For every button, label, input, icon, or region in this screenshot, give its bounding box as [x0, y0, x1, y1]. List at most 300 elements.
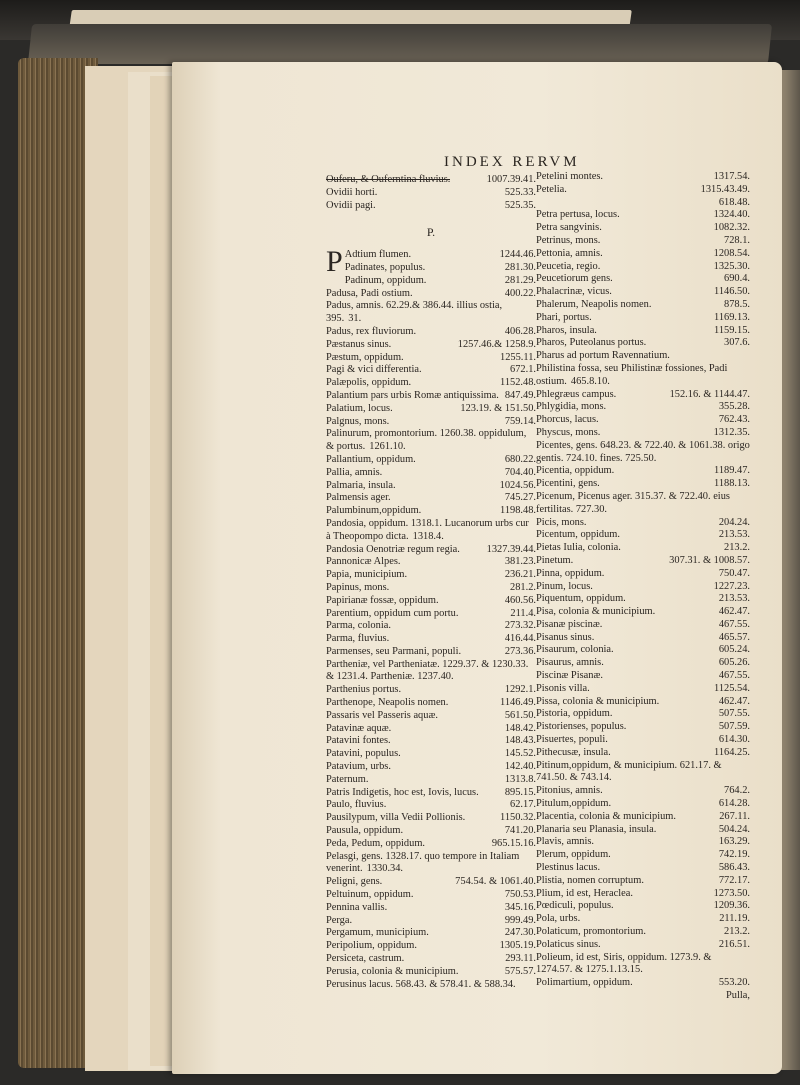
entry-term: Pharos, insula.	[536, 324, 597, 336]
entry-term: Pisanus sinus.	[536, 631, 595, 643]
index-entry	[536, 542, 750, 555]
entry-term: Perga.	[326, 914, 353, 926]
entry-term: Pharos, Puteolanus portus.	[536, 337, 647, 349]
entry-term: Peda, Pedum, oppidum.	[326, 837, 425, 849]
entry-term: Peucetiorum gens.	[536, 273, 613, 285]
index-entry	[536, 926, 750, 939]
index-entry	[326, 492, 536, 505]
entry-term: Palantium pars urbis Romæ antiquissima.	[326, 389, 499, 401]
index-entry	[536, 811, 750, 824]
index-entry	[326, 390, 536, 403]
index-entry	[326, 697, 536, 710]
entry-term: Pagi & vici differentia.	[326, 364, 422, 376]
index-entry	[326, 710, 536, 723]
entry-reference: 211.19.	[719, 913, 750, 925]
entry-reference: 618.48.	[718, 196, 750, 208]
entry-term: Parmenses, seu Parmani, populi.	[326, 645, 462, 657]
entry-reference: 895.15.	[504, 786, 536, 798]
entry-reference: 764.2.	[724, 785, 750, 797]
entry-term: Pæstanus sinus.	[326, 338, 392, 350]
entry-reference: 605.24.	[718, 644, 750, 656]
entry-reference: 1325.30.	[713, 260, 750, 272]
index-entry	[536, 171, 750, 184]
entry-reference: 1198.48.	[500, 505, 536, 517]
entry-term: Pergamum, municipium.	[326, 927, 429, 939]
index-entry	[536, 708, 750, 721]
index-entry	[326, 480, 536, 493]
entry-reference: 847.49.	[504, 389, 536, 401]
entry-term: Petra pertusa, locus.	[536, 209, 620, 221]
entry-reference: 1273.50.	[713, 887, 750, 899]
index-entry	[536, 785, 750, 798]
entry-reference: 1327.39.44.	[486, 543, 536, 555]
entry-term: Palatium, locus.	[326, 402, 393, 414]
entry-reference: 507.55.	[718, 708, 750, 720]
index-entry	[536, 593, 750, 606]
index-entry	[536, 440, 750, 466]
entry-reference: 1315.43.49.	[700, 183, 750, 195]
index-entry	[326, 403, 536, 416]
index-entry	[536, 734, 750, 747]
index-entry	[536, 286, 750, 299]
entry-reference: 145.52.	[504, 748, 536, 760]
entry-reference: 163.29.	[718, 836, 750, 848]
index-entry	[345, 249, 536, 262]
index-entry	[536, 888, 750, 901]
entry-reference	[612, 772, 616, 783]
entry-term: Patavini fontes.	[326, 735, 391, 747]
index-entry	[326, 748, 536, 761]
entry-term: Placentia, colonia & municipium.	[536, 810, 676, 822]
index-entry	[536, 389, 750, 402]
entry-reference: 741.20.	[504, 825, 536, 837]
entry-term: Peripolium, oppidum.	[326, 940, 417, 952]
entry-term: Pisanæ piscinæ.	[536, 618, 603, 630]
index-entry	[536, 517, 750, 530]
entry-reference: 680.22.	[504, 453, 536, 465]
index-entry	[326, 416, 536, 429]
entry-reference: 1164.25.	[714, 746, 750, 758]
entry-reference: 1324.40.	[713, 209, 750, 221]
entry-term: Papia, municipium.	[326, 569, 408, 581]
entry-reference: 31.	[348, 313, 362, 325]
entry-term: Perusinus lacus. 568.43. & 578.41. & 588.34.	[326, 978, 516, 990]
entry-reference: 878.5.	[724, 298, 750, 310]
entry-term: Pola, urbs.	[536, 913, 581, 925]
index-entry	[536, 875, 750, 888]
index-entry	[326, 735, 536, 748]
page-header: INDEX RERVM	[444, 154, 580, 170]
entry-reference: 236.21.	[504, 569, 536, 581]
entry-term: Picentini, gens.	[536, 478, 600, 490]
entry-reference: 467.55.	[718, 670, 750, 682]
index-entry	[326, 659, 536, 685]
entry-reference: 750.53.	[504, 889, 536, 901]
index-entry	[326, 646, 536, 659]
entry-term: Philistina fossa, seu Philistinæ fossiones, Padi ostium.	[536, 362, 728, 387]
index-entry	[536, 363, 750, 389]
entry-term: Ovidii pagi.	[326, 199, 376, 211]
entry-term: Palgnus, mons.	[326, 415, 390, 427]
index-entry	[536, 235, 750, 248]
entry-term: Pinna, oppidum.	[536, 567, 605, 579]
index-entry	[536, 606, 750, 619]
entry-term: Petelini montes.	[536, 171, 603, 182]
entry-reference: 213.2.	[724, 542, 750, 554]
index-entry	[326, 812, 536, 825]
entry-term: Pisaurum, colonia.	[536, 644, 614, 656]
entry-reference: 1208.54.	[713, 247, 750, 259]
index-entry	[326, 876, 536, 889]
right-column	[536, 171, 750, 1003]
index-entry	[536, 644, 750, 657]
entry-reference: 1024.56.	[499, 479, 536, 491]
entry-reference: 605.26.	[718, 657, 750, 669]
entry-term: Palmensis ager.	[326, 492, 391, 504]
index-entry	[326, 339, 536, 352]
index-entry	[536, 952, 750, 978]
entry-term: Picentes, gens. 648.23. & 722.40. & 1061.38. origo gentis. 724.10. fines. 725.50.	[536, 439, 750, 464]
entry-reference: 728.1.	[724, 234, 750, 246]
index-entry	[536, 862, 750, 875]
entry-term: Phlygidia, mons.	[536, 401, 607, 413]
index-entry	[536, 913, 750, 926]
entry-term: Petra sangvinis.	[536, 222, 602, 234]
index-entry	[326, 352, 536, 365]
index-entry	[326, 684, 536, 697]
index-entry	[326, 966, 536, 979]
entry-term: Phorcus, lacus.	[536, 414, 599, 426]
entry-term: Pausula, oppidum.	[326, 825, 404, 837]
entry-term: Padinum, oppidum.	[344, 274, 427, 286]
entry-reference: 1189.47.	[714, 465, 750, 477]
entry-reference: 142.40.	[504, 761, 536, 773]
index-entry	[326, 761, 536, 774]
index-entry	[536, 414, 750, 427]
left-column	[326, 174, 536, 991]
entry-term: Plestinus lacus.	[536, 862, 601, 874]
entry-reference: 355.28.	[718, 401, 750, 413]
index-entry	[326, 915, 536, 928]
entry-term: Padus, amnis. 62.29.& 386.44. illius ostia, 395.	[326, 300, 503, 325]
entry-reference: 213.53.	[718, 529, 750, 541]
entry-term: Picenum, Picenus ager. 315.37. & 722.40. eius fertilitas. 727.30.	[536, 490, 730, 515]
entry-term: Pistoria, oppidum.	[536, 708, 613, 720]
index-entry	[326, 556, 536, 569]
entry-reference: 1312.35.	[713, 426, 750, 438]
entry-term: Padusa, Padi ostium.	[326, 287, 413, 299]
entry-term: Petelia.	[536, 183, 567, 195]
index-entry	[536, 427, 750, 440]
entry-reference: 750.47.	[718, 567, 750, 579]
index-entry	[536, 568, 750, 581]
index-entry	[326, 505, 536, 518]
entry-term: Passaris vel Passeris aquæ.	[326, 709, 438, 721]
entry-reference: 762.43.	[718, 414, 750, 426]
entry-reference: 307.31. & 1008.57.	[669, 554, 750, 566]
entry-reference: 525.35.	[504, 199, 536, 211]
index-entry	[536, 824, 750, 837]
entry-term: Partheniæ, vel Partheniatæ. 1229.37. & 1230.33. & 1231.4. Partheniæ. 1237.40.	[326, 658, 529, 683]
entry-term: Patris Indigetis, hoc est, Iovis, lucus.	[326, 786, 479, 798]
entry-reference: 216.51.	[718, 938, 750, 950]
entry-term: Pinetum.	[536, 554, 574, 566]
index-entry	[536, 491, 750, 517]
entry-term: Physcus, mons.	[536, 426, 601, 438]
entry-term: Pandosia, oppidum. 1318.1. Lucanorum urbs cur à Theopompo dicta.	[326, 517, 529, 542]
entry-reference: 406.28.	[504, 325, 536, 337]
book-binding	[28, 24, 772, 64]
entry-reference: 1159.15.	[714, 324, 750, 336]
index-entry	[536, 696, 750, 709]
entry-term: Pæstum, oppidum.	[326, 351, 404, 363]
entry-term: Persiceta, castrum.	[326, 953, 405, 965]
entry-reference: 148.42.	[504, 722, 536, 734]
index-entry	[326, 953, 536, 966]
entry-reference: 504.24.	[718, 823, 750, 835]
entry-term: Polimartium, oppidum.	[536, 977, 633, 989]
entry-reference: 281.30.	[504, 261, 536, 273]
entry-reference: Pulla,	[726, 990, 750, 1001]
entry-term: Phalerum, Neapolis nomen.	[536, 298, 652, 310]
entry-reference: 1150.32.	[500, 812, 536, 824]
entry-reference: 345.16.	[504, 901, 536, 913]
index-entry	[326, 200, 536, 213]
index-entry	[536, 350, 750, 363]
entry-term: Ovidii horti.	[326, 186, 378, 198]
index-entry	[536, 670, 750, 683]
index-entry	[536, 849, 750, 862]
entry-reference: 281.29.	[504, 274, 536, 286]
index-entry	[536, 184, 750, 197]
entry-term: Paulo, fluvius.	[326, 799, 387, 811]
entry-term: Plerum, oppidum.	[536, 849, 611, 861]
entry-term: Petrinus, mons.	[536, 234, 601, 246]
entry-reference: 614.30.	[718, 734, 750, 746]
entry-reference: 148.43.	[504, 735, 536, 747]
entry-term: Pharus ad portum Ravennatium.	[536, 350, 670, 362]
index-entry	[326, 518, 536, 544]
entry-reference: 460.56.	[504, 594, 536, 606]
drop-cap: P	[326, 245, 343, 279]
entry-reference: 754.54. & 1061.40.	[455, 876, 536, 888]
entry-term: Pannonicæ Alpes.	[326, 556, 401, 568]
index-entry	[536, 760, 750, 786]
index-entry	[326, 608, 536, 621]
index-entry	[326, 454, 536, 467]
index-entry	[536, 632, 750, 645]
entry-term: Plistia, nomen corruptum.	[536, 874, 644, 886]
entry-reference: 507.59.	[718, 721, 750, 733]
entry-term: Adtium flumen.	[344, 249, 412, 261]
entry-term: Parthenius portus.	[326, 684, 402, 696]
entry-term: Pietas Iulia, colonia.	[536, 542, 621, 554]
index-entry	[536, 465, 750, 478]
entry-term: Pisonis villa.	[536, 682, 590, 694]
index-entry	[536, 798, 750, 811]
index-entry	[536, 990, 750, 1003]
index-entry	[326, 940, 536, 953]
entry-term: Perusia, colonia & municipium.	[326, 965, 459, 977]
index-entry	[326, 187, 536, 200]
entry-term: Patavini, populus.	[326, 748, 401, 760]
index-entry	[326, 979, 536, 992]
index-entry	[326, 377, 536, 390]
index-entry	[536, 222, 750, 235]
index-entry	[326, 467, 536, 480]
entry-term: Pennina vallis.	[326, 901, 388, 913]
index-entry	[536, 581, 750, 594]
index-entry	[536, 555, 750, 568]
entry-term: Parthenope, Neapolis nomen.	[326, 697, 449, 709]
entry-reference	[656, 453, 660, 464]
entry-reference: 462.47.	[718, 695, 750, 707]
entry-reference: 1146.50.	[714, 286, 750, 298]
entry-reference: 1209.36.	[713, 900, 750, 912]
entry-reference: 1227.23.	[713, 580, 750, 592]
entry-term: Parma, fluvius.	[326, 633, 390, 645]
entry-reference: 400.22.	[504, 287, 536, 299]
entry-term: Ouferu, & Ouferntina fluvius.	[326, 174, 451, 185]
entry-reference: 1313.8.	[504, 773, 536, 785]
entry-term: Pitulum,oppidum.	[536, 798, 612, 810]
index-entry	[536, 299, 750, 312]
entry-term: Planaria seu Planasia, insula.	[536, 823, 657, 835]
entry-reference: 1292.1.	[504, 684, 536, 696]
index-entry	[326, 595, 536, 608]
index-entry	[326, 838, 536, 851]
entry-term: Patavinæ aquæ.	[326, 722, 392, 734]
entry-term: Peucetia, regio.	[536, 260, 601, 272]
index-entry	[536, 209, 750, 222]
entry-reference: 307.6.	[724, 337, 750, 349]
entry-reference: 213.53.	[718, 593, 750, 605]
entry-term: Picis, mons.	[536, 516, 587, 528]
entry-term: Patavium, urbs.	[326, 761, 391, 773]
entry-reference: 586.43.	[718, 862, 750, 874]
entry-term: Phlegræus campus.	[536, 388, 617, 400]
entry-reference: 1188.13.	[714, 478, 750, 490]
entry-reference: 1330.34.	[366, 863, 404, 875]
index-entry	[536, 325, 750, 338]
entry-reference: 525.33.	[504, 186, 536, 198]
entry-term: Plium, id est, Heraclea.	[536, 887, 633, 899]
entry-term: Parentium, oppidum cum portu.	[326, 607, 459, 619]
entry-reference: 742.19.	[718, 849, 750, 861]
entry-reference: 1255.11.	[500, 351, 536, 363]
entry-reference: 152.16. & 1144.47.	[669, 388, 750, 400]
entry-reference: 204.24.	[718, 516, 750, 528]
entry-reference: 575.57.	[504, 965, 536, 977]
index-entry	[536, 273, 750, 286]
entry-reference: 1152.48.	[500, 377, 536, 389]
entry-term: Pinum, locus.	[536, 580, 593, 592]
entry-term: Picentia, oppidum.	[536, 465, 615, 477]
entry-term: Padinates, populus.	[344, 261, 426, 273]
index-entry	[326, 902, 536, 915]
entry-term: Pissa, colonia & municipium.	[536, 695, 660, 707]
entry-reference: 553.20.	[718, 977, 750, 989]
index-entry	[326, 723, 536, 736]
entry-term: Paternum.	[326, 773, 369, 785]
index-entry	[536, 683, 750, 696]
entry-term: Pelasgi, gens. 1328.17. quo tempore in Italiam venerint.	[326, 850, 520, 875]
section-letter: P.	[426, 225, 436, 240]
index-entry	[326, 326, 536, 339]
entry-reference: 465.8.10.	[570, 375, 610, 387]
index-entry	[536, 337, 750, 350]
entry-term: Phari, portus.	[536, 311, 592, 323]
entry-term: Pisa, colonia & municipium.	[536, 606, 656, 618]
entry-term: Piquentum, oppidum.	[536, 593, 626, 605]
index-entry	[536, 747, 750, 760]
entry-term: Palæpolis, oppidum.	[326, 377, 412, 389]
entry-reference: 759.14.	[504, 415, 536, 427]
index-entry	[326, 851, 536, 877]
entry-term: Pitonius, amnis.	[536, 785, 603, 797]
entry-reference: 62.17.	[510, 799, 536, 811]
index-entry	[326, 927, 536, 940]
entry-term: Padus, rex fluviorum.	[326, 325, 417, 337]
entry-reference: 381.23.	[504, 556, 536, 568]
entry-term: Pistorienses, populus.	[536, 721, 627, 733]
entry-term: Papirianæ fossæ, oppidum.	[326, 594, 439, 606]
index-entry	[536, 478, 750, 491]
index-entry	[536, 836, 750, 849]
index-entry	[536, 619, 750, 632]
entry-reference: 281.2.	[510, 581, 536, 593]
entry-reference: 1007.39.41.	[486, 174, 536, 185]
entry-reference: 561.50.	[504, 709, 536, 721]
index-entry	[326, 428, 536, 454]
index-entry	[536, 401, 750, 414]
entry-term: Pisuertes, populi.	[536, 734, 608, 746]
entry-reference: 1261.10.	[369, 441, 406, 453]
index-entry	[536, 529, 750, 542]
entry-reference: 213.2.	[724, 926, 750, 938]
entry-reference: 1305.19.	[499, 940, 536, 952]
index-entry	[536, 197, 750, 210]
index-entry	[326, 799, 536, 812]
entry-reference: 267.11.	[719, 810, 750, 822]
index-entry	[326, 300, 536, 326]
index-entry	[536, 248, 750, 261]
index-entry	[536, 261, 750, 274]
index-entry	[326, 633, 536, 646]
index-entry	[326, 774, 536, 787]
entry-reference	[607, 504, 611, 515]
entry-reference: 273.32.	[504, 620, 536, 632]
entry-term: Pisaurus, amnis.	[536, 657, 604, 669]
entry-reference: 467.55.	[718, 618, 750, 630]
entry-reference: 999.49.	[504, 914, 536, 926]
entry-reference: 690.4.	[724, 273, 750, 285]
index-entry	[326, 544, 536, 557]
entry-reference: 247.30.	[504, 927, 536, 939]
index-entry	[326, 288, 536, 301]
entry-reference: 211.4.	[510, 607, 536, 619]
entry-reference: 1082.32.	[713, 222, 750, 234]
index-entry	[326, 569, 536, 582]
index-entry	[326, 889, 536, 902]
entry-reference: 704.40.	[504, 466, 536, 478]
entry-reference: 416.44.	[504, 633, 536, 645]
entry-reference: 965.15.16.	[491, 837, 536, 849]
index-entry	[536, 977, 750, 990]
entry-term: Piscinæ Pisanæ.	[536, 670, 603, 682]
index-entry	[326, 174, 536, 187]
entry-reference: 465.57.	[718, 631, 750, 643]
